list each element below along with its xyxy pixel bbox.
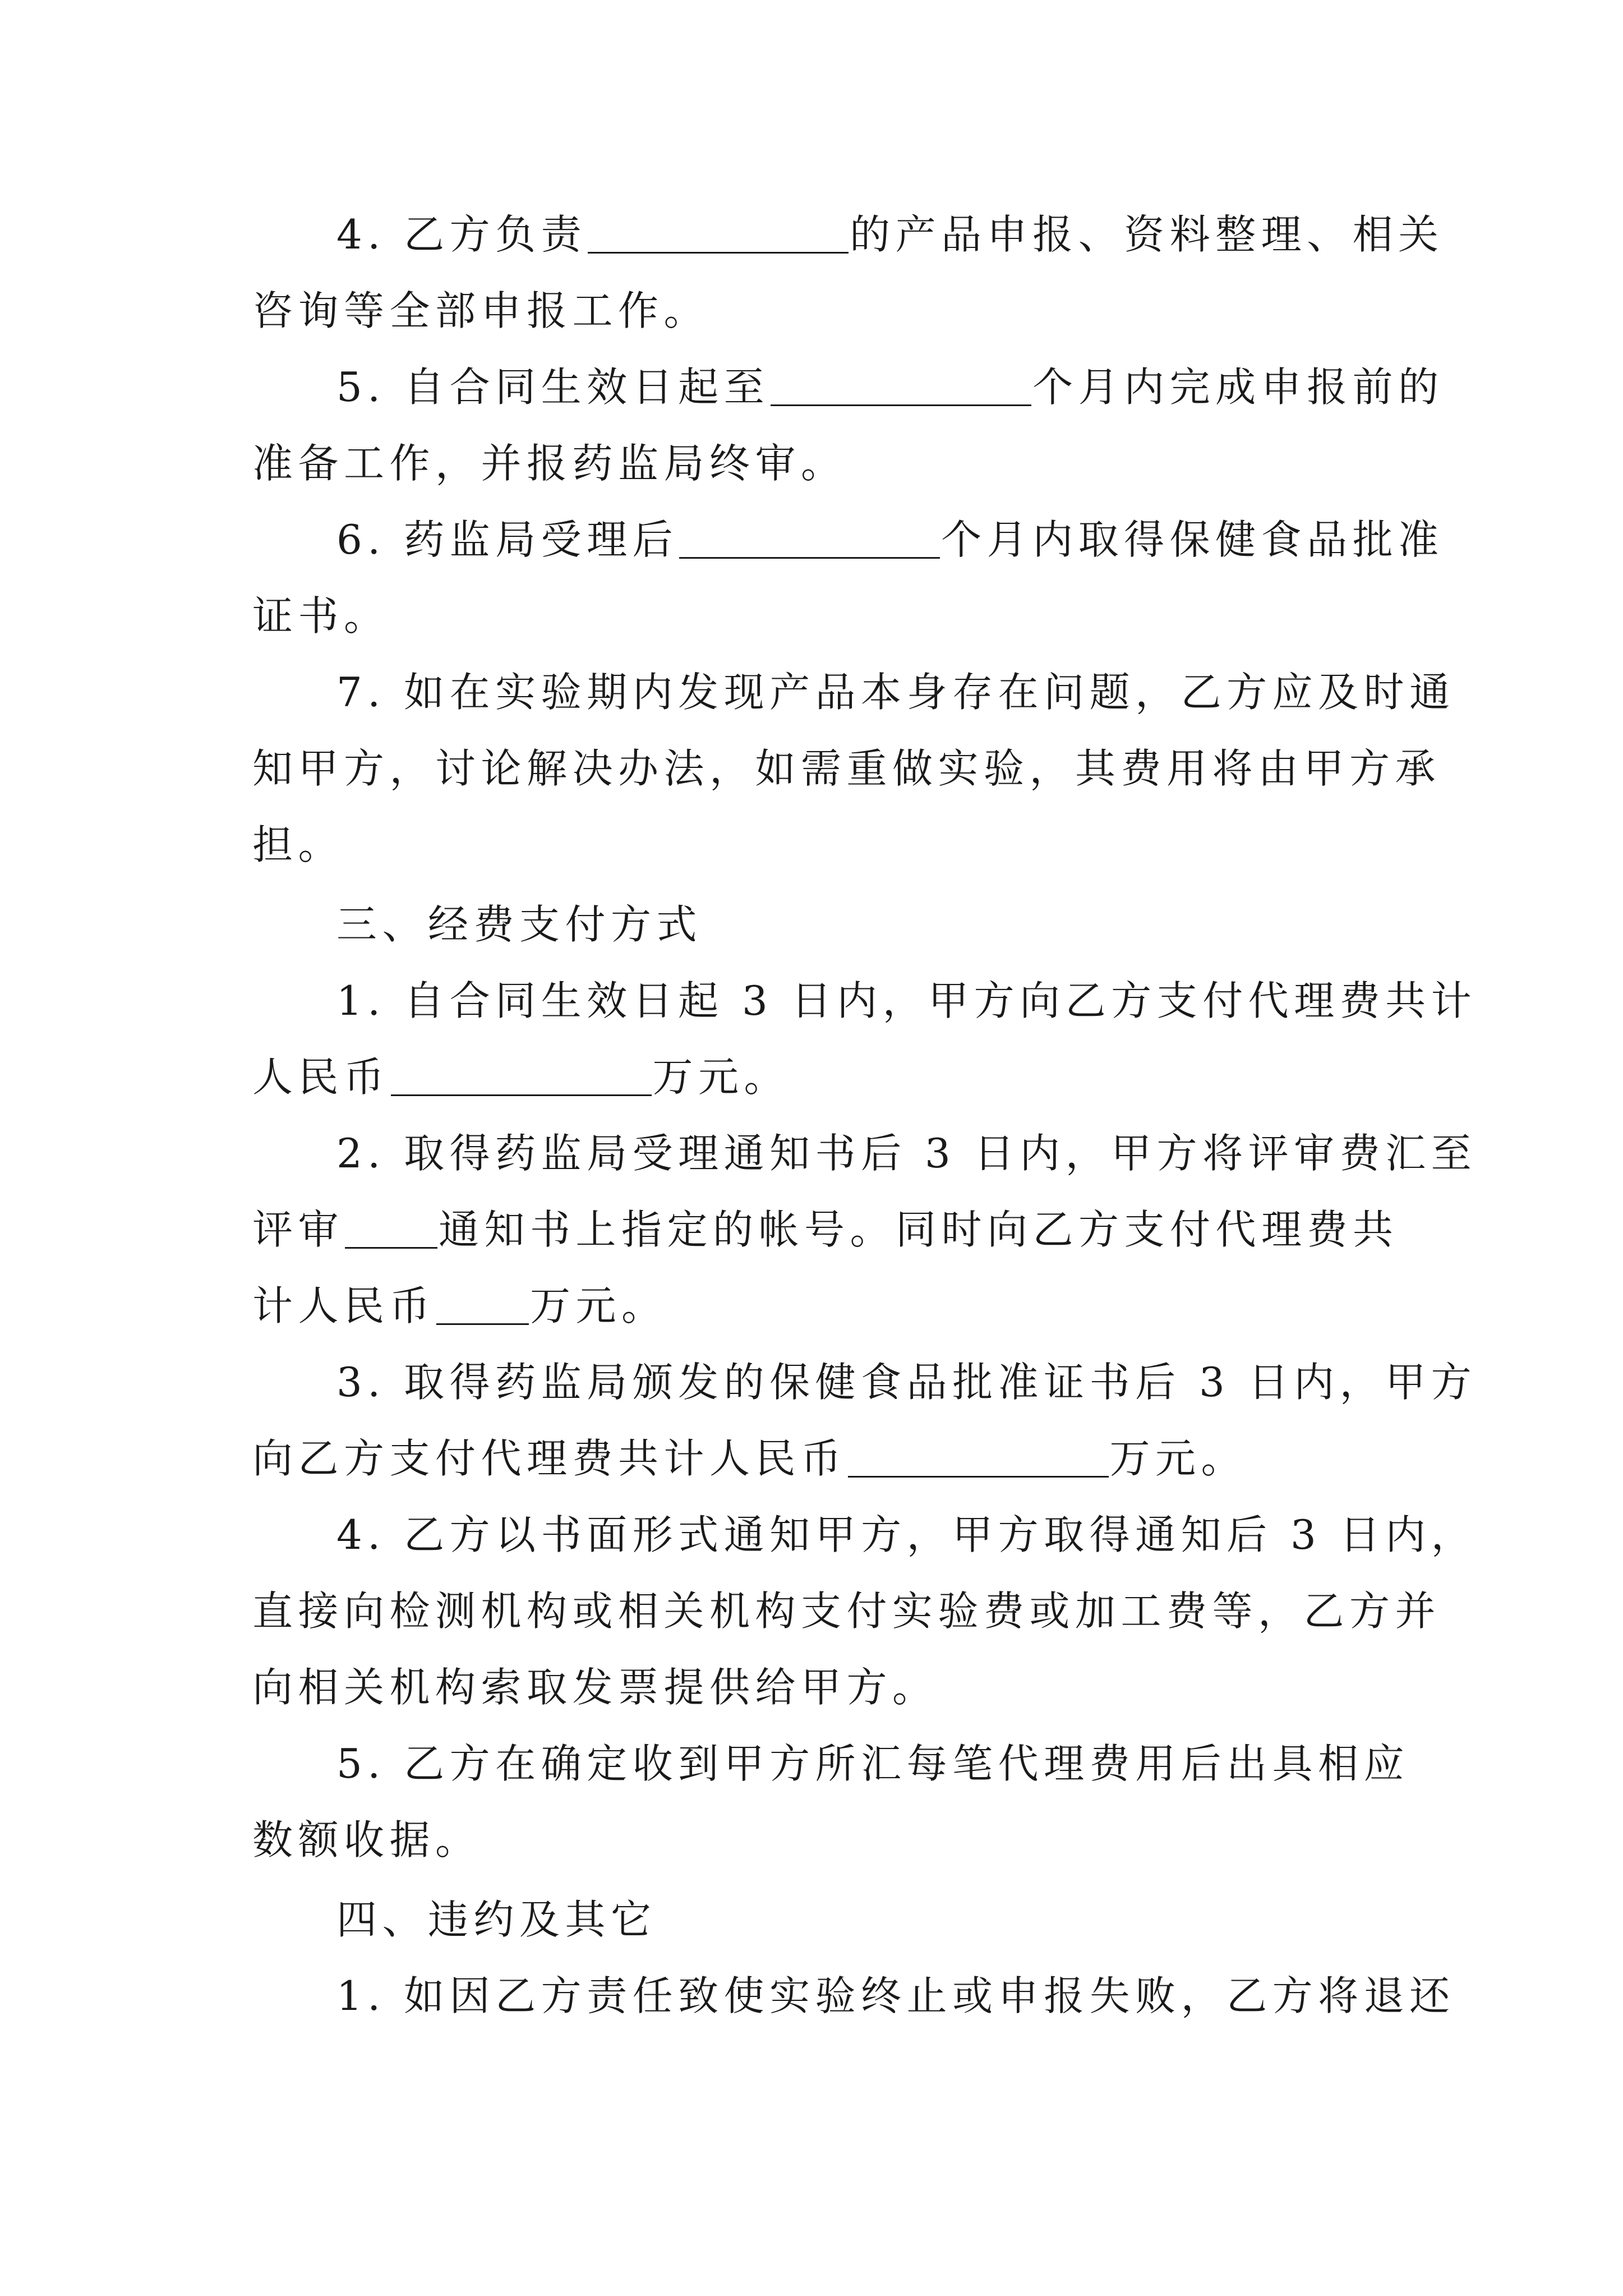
clause-text: 4. 乙方负责 [336, 211, 587, 258]
clause-6-line-2: 证书。 [252, 592, 390, 639]
clause-text: 5. 自合同生效日起至 [336, 364, 770, 411]
fill-in-blank[interactable] [588, 211, 849, 254]
fill-in-blank[interactable] [771, 364, 1031, 406]
fill-in-blank[interactable] [679, 517, 940, 559]
clause-text: 人民币 [252, 1053, 390, 1101]
clause-text: 个月内完成申报前的 [1032, 364, 1444, 411]
payment-clause-3-line-1: 3. 取得药监局颁发的保健食品批准证书后 3 日内，甲方 [336, 1359, 1477, 1406]
payment-clause-2-line-1: 2. 取得药监局受理通知书后 3 日内，甲方将评审费汇至 [336, 1130, 1477, 1177]
payment-clause-4-line-2: 直接向检测机构或相关机构支付实验费或加工费等，乙方并 [252, 1588, 1441, 1635]
clause-text: 万元。 [530, 1282, 667, 1329]
payment-clause-4-line-3: 向相关机构索取发票提供给甲方。 [252, 1664, 938, 1711]
clause-4-line-2: 咨询等全部申报工作。 [252, 287, 710, 334]
clause-text: 评审 [252, 1206, 344, 1253]
clause-text: 计人民币 [252, 1282, 436, 1329]
clause-text: 6. 药监局受理后 [336, 516, 679, 563]
payment-clause-5-line-2: 数额收据。 [252, 1816, 481, 1864]
clause-5-line-1 [252, 349, 1444, 425]
section-heading-payment: 三、经费支付方式 [336, 901, 703, 948]
clause-6-line-1 [252, 501, 1444, 578]
fill-in-blank[interactable] [436, 1283, 529, 1325]
clause-text: 通知书上指定的帐号。同时向乙方支付代理费共 [439, 1206, 1399, 1253]
payment-clause-3-line-2 [252, 1420, 1385, 1497]
document-body [252, 196, 1477, 2034]
payment-clause-5-line-1: 5. 乙方在确定收到甲方所汇每笔代理费用后出具相应 [336, 1740, 1410, 1787]
clause-text: 向乙方支付代理费共计人民币 [252, 1435, 847, 1482]
clause-4-line-1 [252, 196, 1444, 273]
breach-clause-1-line-1: 1. 如因乙方责任致使实验终止或申报失败，乙方将退还 [336, 1972, 1455, 2019]
clause-7-line-1: 7. 如在实验期内发现产品本身存在问题，乙方应及时通 [336, 669, 1455, 716]
payment-clause-2-line-2 [252, 1191, 1399, 1268]
fill-in-blank[interactable] [345, 1207, 437, 1249]
payment-clause-2-line-3 [252, 1268, 1385, 1344]
clause-7-line-2: 知甲方，讨论解决办法，如需重做实验，其费用将由甲方承 [252, 745, 1441, 792]
section-heading-breach: 四、违约及其它 [336, 1896, 657, 1943]
fill-in-blank[interactable] [848, 1435, 1109, 1478]
clause-7-line-3: 担。 [252, 821, 344, 868]
clause-text: 万元。 [1109, 1435, 1247, 1482]
clause-text: 的产品申报、资料整理、相关 [850, 211, 1444, 258]
clause-5-line-2: 准备工作，并报药监局终审。 [252, 440, 847, 487]
clause-text: 个月内取得保健食品批准 [941, 516, 1444, 563]
clause-text: 万元。 [652, 1053, 790, 1101]
payment-clause-1-line-2 [252, 1039, 1385, 1115]
payment-clause-4-line-1: 4. 乙方以书面形式通知甲方，甲方取得通知后 3 日内， [336, 1511, 1477, 1558]
payment-clause-1-line-1: 1. 自合同生效日起 3 日内，甲方向乙方支付代理费共计 [336, 977, 1477, 1024]
fill-in-blank[interactable] [391, 1054, 652, 1096]
